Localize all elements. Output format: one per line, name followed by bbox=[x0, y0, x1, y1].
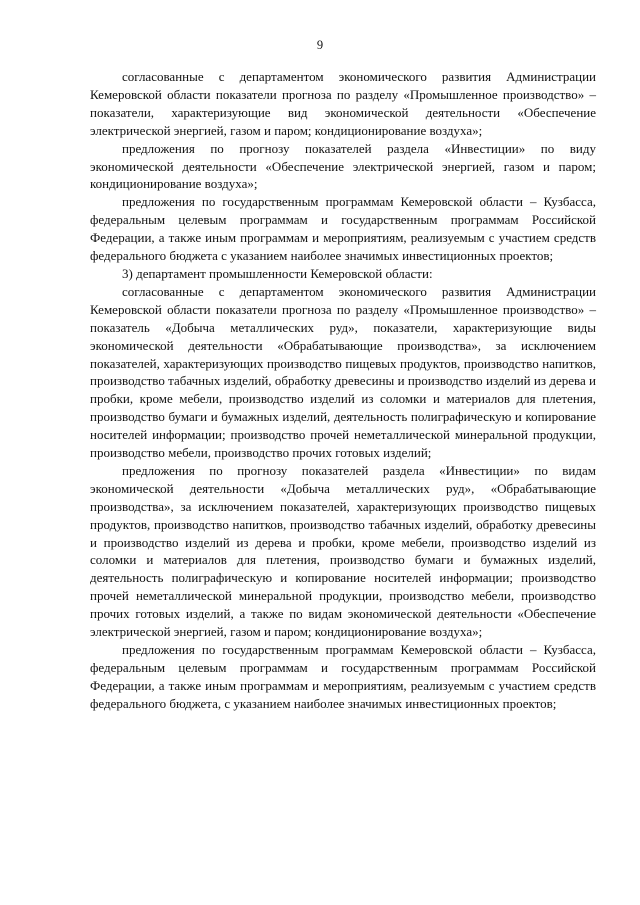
paragraph: предложения по государственным программам Кемеровской области – Кузбасса, федеральным целевым программам и государственным программам Российской Федерации, а также иным программам и мероприятиям, реализуемым с участием средств федерального бюджета, с указанием наиболее значимых инвестиционных проектов; bbox=[90, 642, 596, 711]
page-number: 9 bbox=[316, 38, 324, 52]
list-item-heading: 3) департамент промышленности Кемеровской области: bbox=[122, 265, 433, 281]
document-body bbox=[90, 68, 596, 713]
paragraph: согласованные с департаментом экономического развития Администрации Кемеровской области показатели прогноза по разделу «Промышленное производство» – показатели, характеризующие вид экономической деятельности «Обеспечение электрической энергией, газом и паром; кондиционирование воздуха»; bbox=[90, 69, 596, 138]
paragraph: предложения по прогнозу показателей раздела «Инвестиции» по видам экономической деятельности «Добыча металлических руд», «Обрабатывающие производства», за исключением показателей, характеризующих производство пищевых продуктов, производство напитков, производство табачных изделий, обработку древесины и производство изделий из дерева и пробки, кроме мебели, производство изделий из соломки и материалов для плетения, производство бумаги и бумажных изделий, деятельность полиграфическую и копирование носителей информации; производство прочей неметаллической минеральной продукции, производство мебели, производство прочих готовых изделий, а также по видам экономической деятельности «Обеспечение электрической энергией, газом и паром; кондиционирование воздуха»; bbox=[90, 462, 596, 640]
paragraph: согласованные с департаментом экономического развития Администрации Кемеровской области показатели прогноза по разделу «Промышленное производство» – показатель «Добыча металлических руд», показатели, характеризующие виды экономической деятельности «Обрабатывающие производства», за исключением показателей, характеризующих производство пищевых продуктов, производство напитков, производство табачных изделий, обработку древесины и производство изделий из дерева и пробки, кроме мебели, производство изделий из соломки и материалов для плетения, производство бумаги и бумажных изделий, деятельность полиграфическую и копирование носителей информации; производство прочей неметаллической минеральной продукции, производство мебели, производство прочих готовых изделий; bbox=[90, 283, 596, 461]
paragraph: предложения по государственным программам Кемеровской области – Кузбасса, федеральным целевым программам и государственным программам Российской Федерации, а также иным программам и мероприятиям, реализуемым с участием средств федерального бюджета с указанием наиболее значимых инвестиционных проектов; bbox=[90, 194, 596, 264]
paragraph: предложения по прогнозу показателей раздела «Инвестиции» по виду экономической деятельности «Обеспечение электрической энергией, газом и паром; кондиционирование воздуха»; bbox=[90, 140, 596, 192]
